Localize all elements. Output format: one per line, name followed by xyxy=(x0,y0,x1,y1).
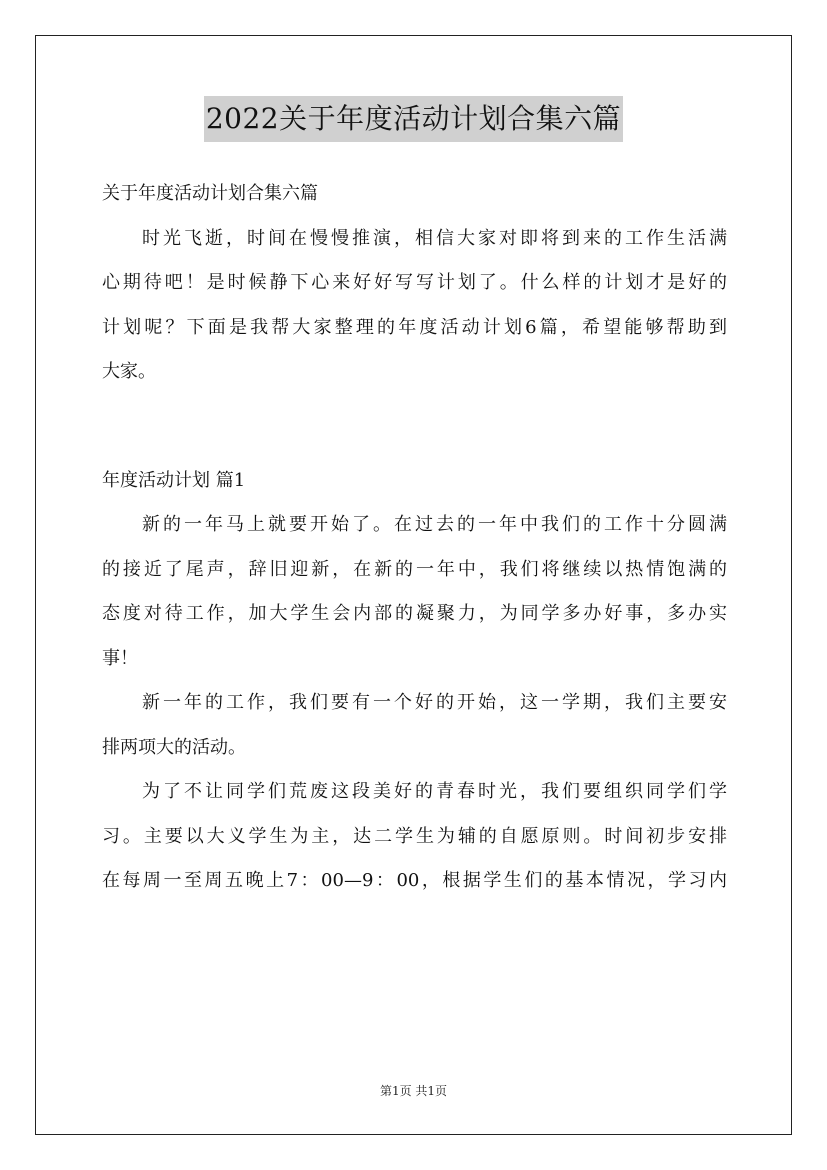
paragraph-line: 态度对待工作，加大学生会内部的凝聚力，为同学多办好事，多办实 xyxy=(102,603,727,624)
paragraph-line: 新一年的工作，我们要有一个好的开始，这一学期，我们主要安 xyxy=(142,692,727,713)
paragraph-line: 习。主要以大义学生为主，达二学生为辅的自愿原则。时间初步安排 xyxy=(102,825,727,847)
paragraph-line: 在每周一至周五晚上7：00—9：00，根据学生们的基本情况，学习内 xyxy=(102,870,727,891)
paragraph-3 xyxy=(102,770,727,904)
doc-heading: 关于年度活动计划合集六篇 xyxy=(102,183,318,204)
paragraph-line: 排两项大的活动。 xyxy=(102,736,246,758)
paragraph-line: 事！ xyxy=(102,647,138,669)
intro-paragraph xyxy=(102,217,727,395)
paragraph-line: 为了不让同学们荒废这段美好的青春时光，我们要组织同学们学 xyxy=(142,781,727,802)
paragraph-line: 的接近了尾声，辞旧迎新，在新的一年中，我们将继续以热情饱满的 xyxy=(102,558,727,580)
paragraph-line: 新的一年马上就要开始了。在过去的一年中我们的工作十分圆满 xyxy=(142,514,727,535)
paragraph-2 xyxy=(102,681,727,770)
paragraph-line: 计划呢？下面是我帮大家整理的年度活动计划6篇，希望能够帮助到 xyxy=(102,316,727,338)
paragraph-1 xyxy=(102,503,727,681)
title-container xyxy=(0,96,827,142)
page-footer: 第1页 共1页 xyxy=(379,1084,448,1098)
paragraph-line: 时光飞逝，时间在慢慢推演，相信大家对即将到来的工作生活满 xyxy=(142,227,727,249)
section-spacer xyxy=(102,395,727,459)
paragraph-line: 大家。 xyxy=(102,361,156,382)
document-body xyxy=(102,172,727,904)
document-title: 2022关于年度活动计划合集六篇 xyxy=(204,96,623,142)
paragraph-line: 心期待吧！是时候静下心来好好写写计划了。什么样的计划才是好的 xyxy=(102,272,727,293)
section-heading: 年度活动计划 篇1 xyxy=(102,469,246,491)
